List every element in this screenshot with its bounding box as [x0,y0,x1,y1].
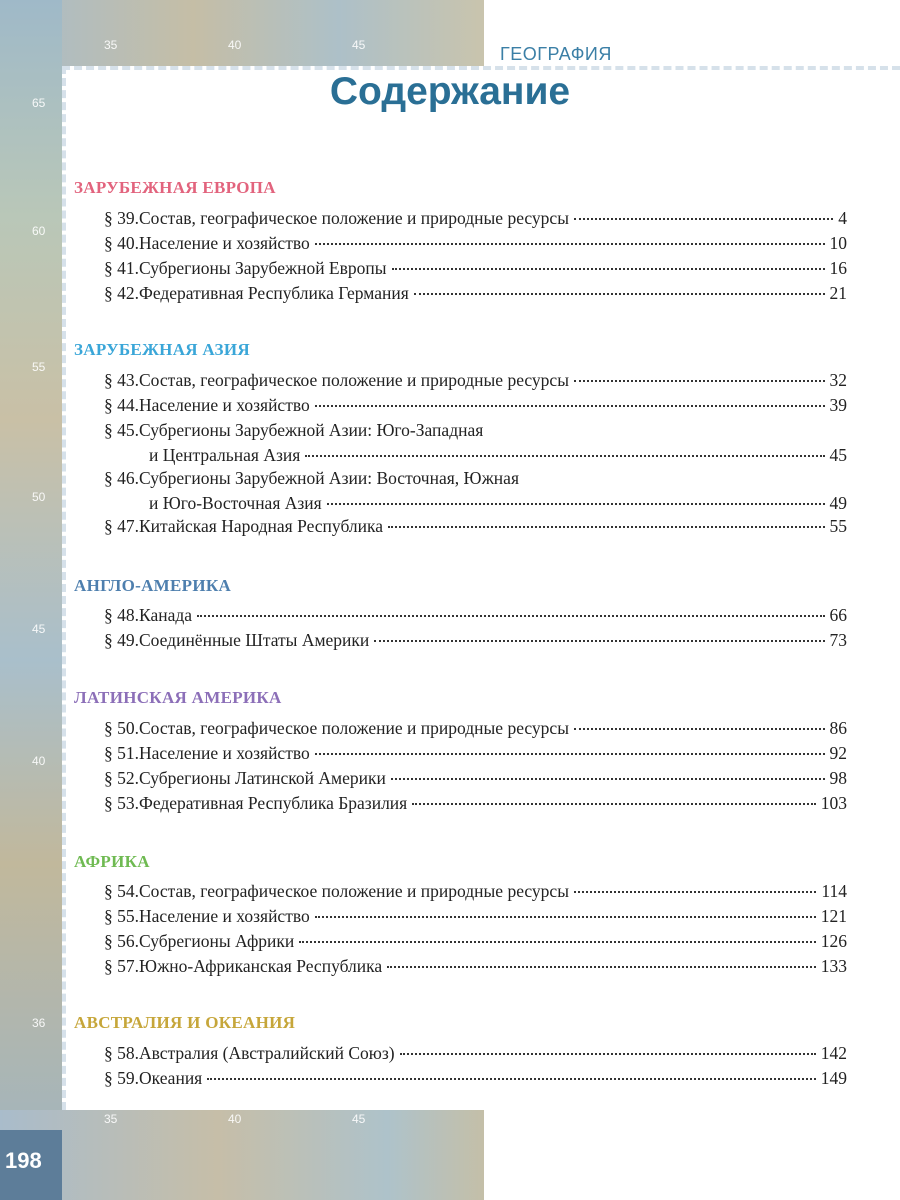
toc-entry[interactable] [104,393,847,418]
entry-title: Субрегионы Африки [139,931,295,951]
toc-entry[interactable] [104,514,847,539]
dot-leader [387,966,816,968]
page-title: Содержание [329,70,571,113]
toc-entry[interactable] [104,206,847,231]
dot-leader [315,243,825,245]
entry-title: Субрегионы Зарубежной Азии: Юго-Западная [139,420,484,440]
entry-number: § 55. [104,906,139,926]
toc-entry[interactable] [104,791,847,816]
entry-number: § 59. [104,1068,139,1088]
map-background-left [0,0,62,1200]
entry-title: Федеративная Республика Германия [139,283,409,303]
entry-number: § 54. [104,881,139,901]
grid-number: 36 [32,1016,46,1030]
entry-title: Субрегионы Зарубежной Азии: Восточная, Южная [139,468,519,488]
entry-title: Население и хозяйство [139,743,310,763]
entry-number: § 50. [104,718,139,738]
dot-leader [388,526,824,528]
entry-title: Соединённые Штаты Америки [139,630,370,650]
entry-page: 4 [838,208,847,228]
entry-page: 133 [820,956,847,976]
dot-leader [197,615,824,617]
dot-leader [207,1078,816,1080]
dot-leader [299,941,815,943]
entry-title: Население и хозяйство [139,233,310,253]
entry-page: 126 [820,931,847,951]
entry-title: Субрегионы Латинской Америки [139,768,386,788]
toc-entry[interactable] [104,929,847,954]
grid-number: 45 [352,1112,366,1126]
grid-number: 65 [32,96,46,110]
toc-entry[interactable] [104,603,847,628]
toc-entry[interactable] [104,1041,847,1066]
entry-title: Население и хозяйство [139,906,310,926]
subject-label: ГЕОГРАФИЯ [500,44,612,64]
toc-entry[interactable] [104,1066,847,1091]
toc-entry[interactable] [104,368,847,393]
toc-entry[interactable] [104,281,847,306]
toc-entry[interactable] [104,904,847,929]
entry-number: § 46. [104,468,139,488]
map-background-bottom [0,1110,484,1200]
toc-entry[interactable] [104,466,847,516]
grid-number: 40 [228,1112,242,1126]
section-title-africa: АФРИКА [74,852,150,871]
toc-entry[interactable] [104,741,847,766]
toc-entry[interactable] [104,954,847,979]
dot-leader [574,380,825,382]
entry-page: 86 [829,718,847,738]
entry-number: § 52. [104,768,139,788]
entry-page: 39 [829,395,847,415]
section-title-asia: ЗАРУБЕЖНАЯ АЗИЯ [74,340,250,359]
dot-leader [392,268,825,270]
map-background-top [0,0,484,66]
entry-title: Канада [139,605,193,625]
grid-number: 50 [32,490,46,504]
entry-page: 45 [829,445,847,465]
entry-page: 49 [829,493,847,513]
entry-title: Китайская Народная Республика [139,516,384,536]
entry-title: Океания [139,1068,203,1088]
entry-title-continuation: и Юго-Восточная Азия [149,493,322,513]
entry-title: Южно-Африканская Республика [139,956,383,976]
dot-leader [374,640,824,642]
entry-page: 32 [829,370,847,390]
section-title-australia-oceania: АВСТРАЛИЯ И ОКЕАНИЯ [74,1013,296,1032]
entry-page: 149 [820,1068,847,1088]
dot-leader [414,293,825,295]
grid-number: 35 [104,1112,118,1126]
dot-leader [327,503,825,505]
entry-title-continuation: и Центральная Азия [149,445,301,465]
entry-title: Субрегионы Зарубежной Европы [139,258,387,278]
toc-entry[interactable] [104,628,847,653]
dot-leader [315,753,825,755]
entry-number: § 58. [104,1043,139,1063]
entry-number: § 41. [104,258,139,278]
toc-entry[interactable] [104,766,847,791]
entry-page: 98 [829,768,847,788]
entry-number: § 53. [104,793,139,813]
entry-page: 66 [829,605,847,625]
entry-page: 16 [829,258,847,278]
section-title-anglo-america: АНГЛО-АМЕРИКА [74,576,232,595]
toc-entry[interactable] [104,879,847,904]
entry-page: 21 [829,283,847,303]
entry-page: 92 [829,743,847,763]
dot-leader [315,916,816,918]
entry-title: Состав, географическое положение и природные ресурсы [139,718,569,738]
entry-number: § 57. [104,956,139,976]
dot-leader [305,455,824,457]
entry-number: § 45. [104,420,139,440]
dot-leader [574,218,833,220]
entry-number: § 49. [104,630,139,650]
page-number: 198 [5,1148,42,1173]
dot-leader [400,1053,816,1055]
entry-title: Австралия (Австралийский Союз) [139,1043,395,1063]
grid-number: 45 [352,38,366,52]
toc-entry[interactable] [104,716,847,741]
entry-number: § 42. [104,283,139,303]
entry-number: § 39. [104,208,139,228]
grid-number: 45 [32,622,46,636]
entry-title: Состав, географическое положение и природные ресурсы [139,370,569,390]
dot-leader [574,891,816,893]
entry-number: § 51. [104,743,139,763]
grid-number: 40 [32,754,46,768]
entry-title: Состав, географическое положение и природные ресурсы [139,881,569,901]
entry-page: 142 [820,1043,847,1063]
grid-number: 35 [104,38,118,52]
grid-number: 55 [32,360,46,374]
entry-number: § 47. [104,516,139,536]
section-title-latin-america: ЛАТИНСКАЯ АМЕРИКА [74,688,282,707]
entry-number: § 40. [104,233,139,253]
entry-title: Население и хозяйство [139,395,310,415]
entry-title: Состав, географическое положение и природные ресурсы [139,208,569,228]
toc-entry[interactable] [104,256,847,281]
dot-leader [574,728,825,730]
section-title-europe: ЗАРУБЕЖНАЯ ЕВРОПА [74,178,276,197]
dot-leader [391,778,825,780]
entry-number: § 56. [104,931,139,951]
entry-page: 114 [821,881,847,901]
entry-page: 73 [829,630,847,650]
dot-leader [412,803,816,805]
entry-title: Федеративная Республика Бразилия [139,793,408,813]
entry-page: 103 [820,793,847,813]
dot-leader [315,405,825,407]
entry-number: § 48. [104,605,139,625]
entry-number: § 43. [104,370,139,390]
toc-entry[interactable] [104,418,847,468]
toc-entry[interactable] [104,231,847,256]
entry-page: 10 [829,233,847,253]
entry-number: § 44. [104,395,139,415]
grid-number: 40 [228,38,242,52]
entry-page: 55 [829,516,847,536]
entry-page: 121 [820,906,847,926]
grid-number: 60 [32,224,46,238]
